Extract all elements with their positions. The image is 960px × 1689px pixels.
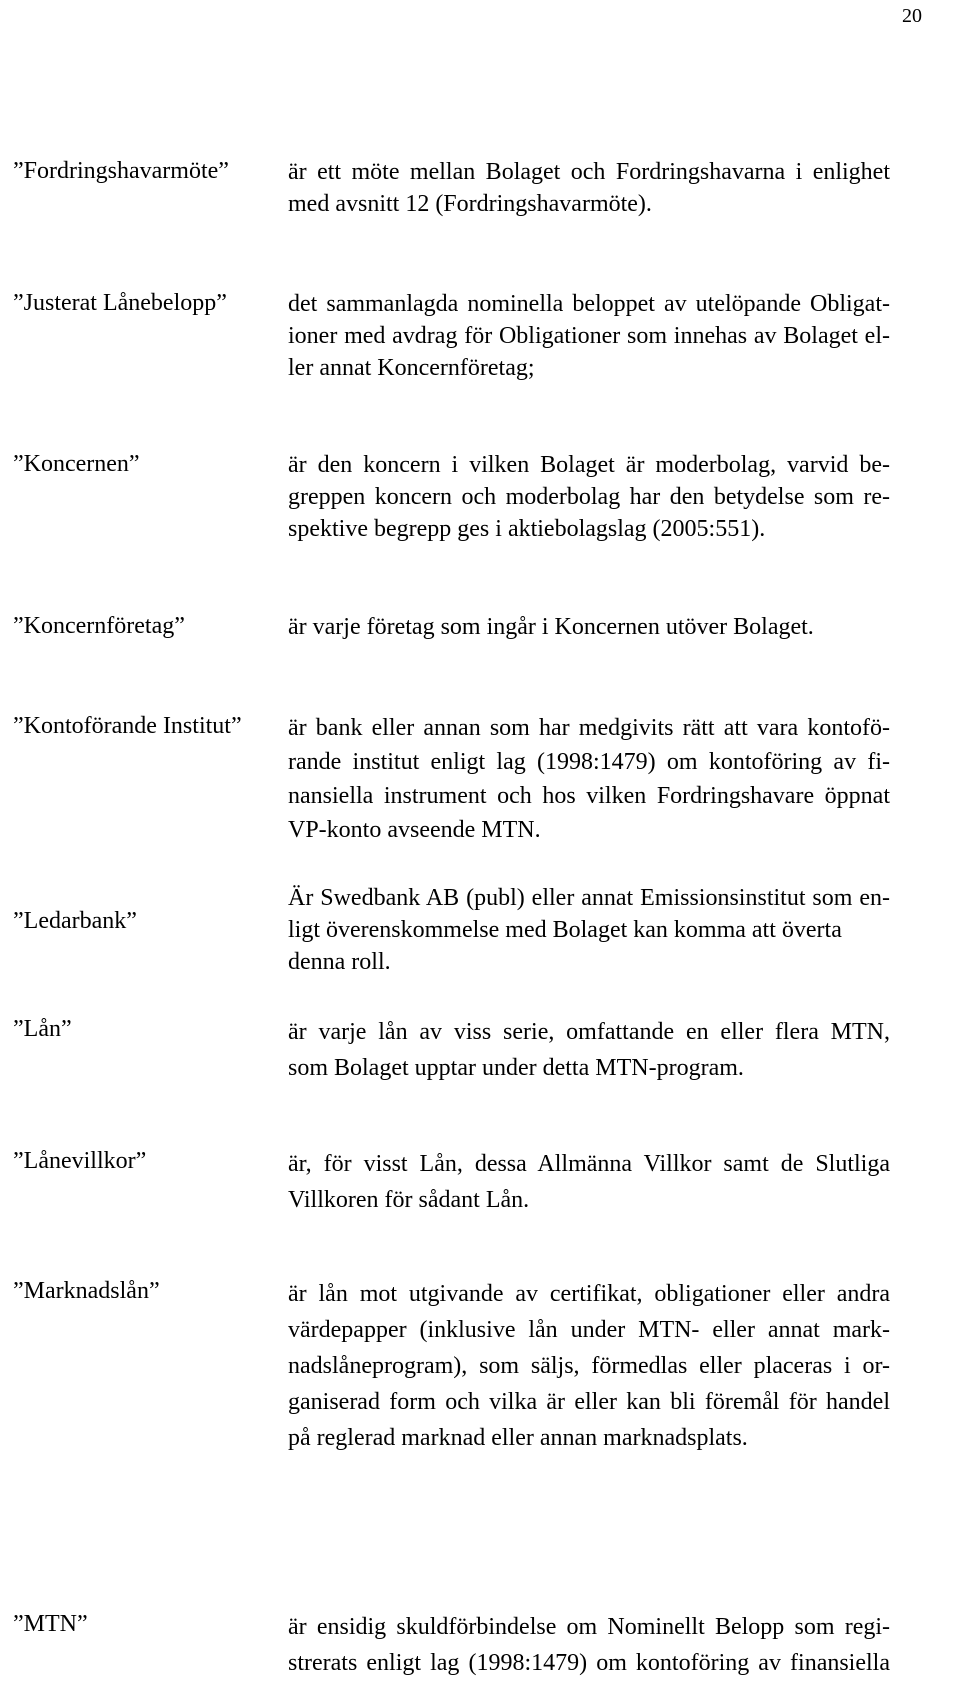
definition-text — [288, 1146, 890, 1218]
definition-term: ”MTN” — [13, 1611, 88, 1637]
definition-term: ”Justerat Lånebelopp” — [13, 290, 227, 316]
definition-text — [288, 156, 890, 220]
definition-term: ”Kontoförande Institut” — [13, 713, 242, 739]
definition-line: greppen koncern och moderbolag har den betydelse som re- — [288, 484, 890, 510]
definition-line: är, för visst Lån, dessa Allmänna Villkor samt de Slutliga — [288, 1151, 890, 1177]
definition-line: nadslåneprogram), som säljs, förmedlas eller placeras i or- — [288, 1353, 890, 1379]
definition-line: är ett möte mellan Bolaget och Fordringshavarna i enlighet — [288, 159, 890, 185]
definition-line: VP-konto avseende MTN. — [288, 817, 541, 843]
definition-text — [288, 1014, 890, 1086]
definition-term: ”Fordringshavarmöte” — [13, 158, 229, 184]
definition-term: ”Koncernen” — [13, 451, 140, 477]
definition-line: rande institut enligt lag (1998:1479) om kontoföring av fi- — [288, 749, 890, 775]
definition-line: strerats enligt lag (1998:1479) om kontoföring av finansiella — [288, 1650, 890, 1676]
definition-line: är bank eller annan som har medgivits rätt att vara kontofö- — [288, 715, 890, 741]
definition-line: värdepapper (inklusive lån under MTN- eller annat mark- — [288, 1317, 890, 1343]
definition-line: det sammanlagda nominella beloppet av utelöpande Obligat- — [288, 291, 890, 317]
definition-term: ”Koncernföretag” — [13, 613, 185, 639]
definition-line: ganiserad form och vilka är eller kan bli föremål för handel — [288, 1389, 890, 1415]
definition-text — [288, 1276, 890, 1456]
definition-text — [288, 611, 890, 643]
definition-term: ”Lån” — [13, 1016, 72, 1042]
definition-text — [288, 1609, 890, 1681]
page-number: 20 — [902, 5, 922, 27]
definition-line: nansiella instrument och hos vilken Fordringshavare öppnat — [288, 783, 890, 809]
definition-line: är varje företag som ingår i Koncernen utöver Bolaget. — [288, 614, 814, 640]
definition-line: denna roll. — [288, 949, 391, 975]
definition-line: Är Swedbank AB (publ) eller annat Emissionsinstitut som en- — [288, 885, 890, 911]
definition-text — [288, 882, 890, 978]
definition-text — [288, 711, 890, 847]
definition-line: är lån mot utgivande av certifikat, obligationer eller andra — [288, 1281, 890, 1307]
definition-line: är ensidig skuldförbindelse om Nominellt Belopp som regi- — [288, 1614, 890, 1640]
definition-line: som Bolaget upptar under detta MTN-program. — [288, 1055, 744, 1081]
definition-line: Villkoren för sådant Lån. — [288, 1187, 530, 1213]
definition-term: ”Lånevillkor” — [13, 1148, 147, 1174]
definition-line: ioner med avdrag för Obligationer som innehas av Bolaget el- — [288, 323, 890, 349]
definition-text — [288, 288, 890, 384]
definition-line: är varje lån av viss serie, omfattande en eller flera MTN, — [288, 1019, 890, 1045]
definition-term: ”Marknadslån” — [13, 1278, 160, 1304]
definition-text — [288, 449, 890, 545]
definition-line: ligt överenskommelse med Bolaget kan komma att överta — [288, 917, 842, 943]
definition-line: med avsnitt 12 (Fordringshavarmöte). — [288, 191, 652, 217]
definition-line: ler annat Koncernföretag; — [288, 355, 535, 381]
definition-line: spektive begrepp ges i aktiebolagslag (2005:551). — [288, 516, 766, 542]
definition-term: ”Ledarbank” — [13, 908, 137, 934]
definition-line: är den koncern i vilken Bolaget är moderbolag, varvid be- — [288, 452, 890, 478]
definition-line: på reglerad marknad eller annan marknadsplats. — [288, 1425, 748, 1451]
